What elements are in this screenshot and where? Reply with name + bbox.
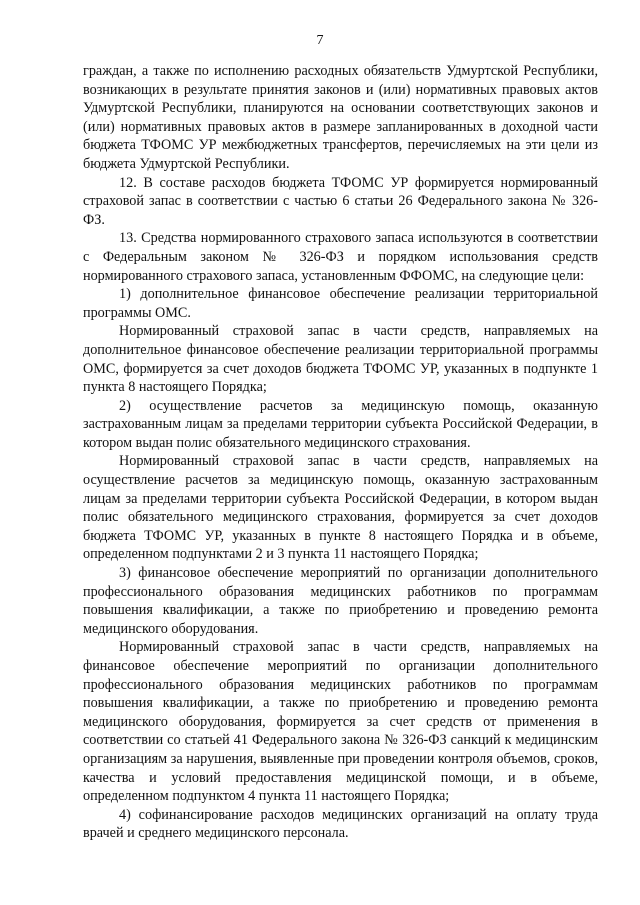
subitem-2-detail: Нормированный страховой запас в части средств, направляемых на осуществление расчетов за медицинскую помощь, оказанную застрахованным лицам за пределами территории субъекта Российской Федерации, в котором выдан полис обязательного медицинского страхования, формируется за счет доходов бюджета ТФОМС УР, указанных в пункте 8 настоящего Порядка и в объеме, определенном подпунктами 2 и 3 пункта 11 настоящего Порядка;	[83, 453, 598, 563]
subitem-4: 4) софинансирование расходов медицинских организаций на оплату труда врачей и среднего медицинского персонала.	[83, 806, 598, 842]
paragraph-item-13: 13. Средства нормированного страхового запаса используются в соответствии с Федеральным законом № 326-ФЗ и порядком использования средств нормированного страхового запаса, установленным ФФОМС, на следующие цели:	[83, 230, 598, 284]
page-number: 7	[316, 33, 324, 48]
subitem-3: 3) финансовое обеспечение мероприятий по организации дополнительного профессионального образования медицинских работников по программам повышения квалификации, а также по приобретению и проведению ремонта медицинского оборудования.	[83, 565, 598, 637]
subitem-1-detail: Нормированный страховой запас в части средств, направляемых на дополнительное финансовое обеспечение реализации территориальной программы ОМС, формируется за счет доходов бюджета ТФОМС УР, указанных в подпункте 1 пункта 8 настоящего Порядка;	[83, 323, 598, 396]
subitem-3-detail: Нормированный страховой запас в части средств, направляемых на финансовое обеспечение мероприятий по организации дополнительного профессионального образования медицинских работников по программам повышения квалификации, а также по приобретению и проведению ремонта медицинского оборудования, формируется за счет средств от применения в соответствии со статьей 41 Федерального закона № 326-ФЗ санкций к медицинским организациям за нарушения, выявленные при проведении контроля объемов, сроков, качества и условий предоставления медицинской помощи, и в объеме, определенном подпунктом 4 пункта 11 настоящего Порядка;	[83, 639, 598, 805]
paragraph-item-12: 12. В составе расходов бюджета ТФОМС УР формируется нормированный страховой запас в соответствии с частью 6 статьи 26 Федерального закона № 326-ФЗ.	[83, 174, 598, 228]
document-body	[83, 62, 598, 843]
subitem-2: 2) осуществление расчетов за медицинскую помощь, оказанную застрахованным лицам за пределами территории субъекта Российской Федерации, в котором выдан полис обязательного медицинского страхования.	[83, 397, 598, 451]
subitem-1: 1) дополнительное финансовое обеспечение реализации территориальной программы ОМС.	[83, 286, 598, 321]
paragraph-continuation: граждан, а также по исполнению расходных обязательств Удмуртской Республики, возникающих в результате принятия законов и (или) нормативных правовых актов Удмуртской Республики, планируются на основании соответствующих законов и (или) нормативных правовых актов в размере запланированных в доходной части бюджета ТФОМС УР межбюджетных трансфертов, перечисляемых на эти цели из бюджета Удмуртской Республики.	[83, 63, 598, 172]
